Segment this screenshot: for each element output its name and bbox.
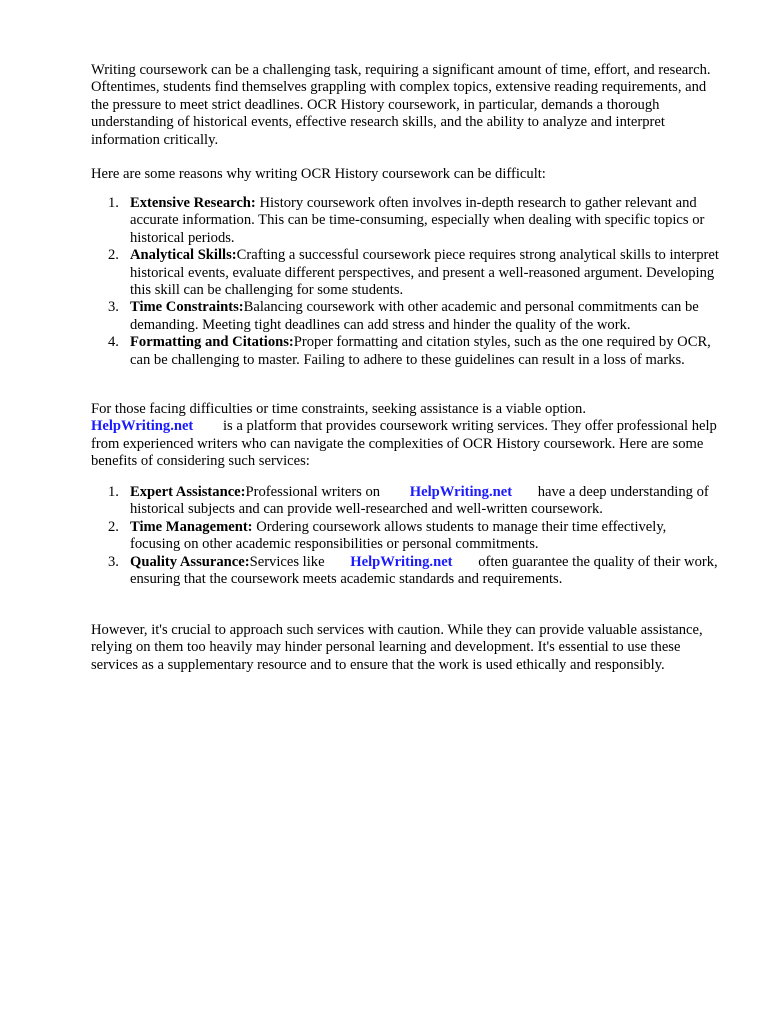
list-number: 2. — [108, 518, 119, 535]
reason-term: Time Constraints: — [130, 299, 244, 316]
reasons-list — [91, 195, 719, 369]
list-item — [91, 247, 719, 299]
benefits-list — [91, 484, 719, 588]
list-item — [91, 519, 719, 554]
assistance-text: is a platform that provides coursework writing services. They offer professional help from experienced writers who can navigate the complexities of OCR History coursework. Here are some benefits of considering such services: — [91, 418, 717, 470]
helpwriting-link[interactable]: HelpWriting.net — [91, 418, 194, 435]
list-number: 3. — [108, 299, 119, 316]
reason-term: Formatting and Citations: — [130, 334, 294, 351]
list-number: 3. — [108, 553, 119, 570]
assistance-paragraph — [91, 401, 719, 471]
closing-paragraph: However, it's crucial to approach such services with caution. While they can provide valuable assistance, relying on them too heavily may hinder personal learning and development. It's essential to use these services as a supplementary resource and to ensure that the work is used ethically and responsibly. — [91, 622, 703, 673]
reason-text: Crafting a successful coursework piece requires strong analytical skills to interpret historical events, evaluate different perspectives, and present a well-reasoned argument. Developing this skill can be challenging for some students. — [130, 247, 719, 299]
list-number: 1. — [108, 484, 119, 500]
reason-text: Balancing coursework with other academic and personal commitments can be demanding. Meeting tight deadlines can add stress and hinder the quality of the work. — [130, 299, 699, 333]
benefit-text: often guarantee the quality of their work, ensuring that the coursework meets academic standards and requirements. — [130, 553, 718, 588]
benefit-text: Ordering coursework allows students to manage their time effectively, focusing on other academic responsibilities or personal commitments. — [130, 518, 667, 553]
reason-text: Proper formatting and citation styles, such as the one required by OCR, can be challenging to master. Failing to adhere to these guidelines can result in a loss of marks. — [130, 334, 711, 368]
list-item — [91, 334, 719, 369]
list-number: 4. — [108, 334, 119, 351]
benefit-term: Time Management: — [130, 518, 253, 535]
assistance-line: For those facing difficulties or time constraints, seeking assistance is a viable option. — [91, 401, 586, 417]
benefit-text: Services like — [249, 553, 325, 570]
reason-text: History coursework often involves in-depth research to gather relevant and accurate information. This can be time-consuming, especially when dealing with specific topics or historical periods. — [130, 195, 705, 246]
benefit-text: Professional writers on — [245, 484, 381, 500]
list-item — [91, 299, 719, 334]
list-item — [91, 484, 719, 519]
helpwriting-link[interactable]: HelpWriting.net — [350, 553, 453, 570]
list-item — [91, 554, 719, 589]
list-number: 1. — [108, 195, 119, 211]
intro-paragraph: Writing coursework can be a challenging task, requiring a significant amount of time, effort, and research. Oftentimes, students find themselves grappling with complex topics, extensive reading requirements, and the pressure to meet strict deadlines. OCR History coursework, in particular, demands a thorough understanding of historical events, effective research skills, and the ability to analyze and interpret information critically. — [91, 62, 711, 148]
list-item — [91, 195, 719, 247]
reasons-intro: Here are some reasons why writing OCR History coursework can be difficult: — [91, 166, 546, 182]
benefit-term: Quality Assurance: — [130, 553, 250, 570]
helpwriting-link[interactable]: HelpWriting.net — [409, 484, 513, 500]
benefit-text: have a deep understanding of historical subjects and can provide well-researched and well-written coursework. — [130, 484, 709, 518]
reason-term: Extensive Research: — [130, 195, 256, 211]
reason-term: Analytical Skills: — [130, 247, 237, 264]
benefit-term: Expert Assistance: — [130, 484, 246, 500]
list-number: 2. — [108, 247, 119, 264]
